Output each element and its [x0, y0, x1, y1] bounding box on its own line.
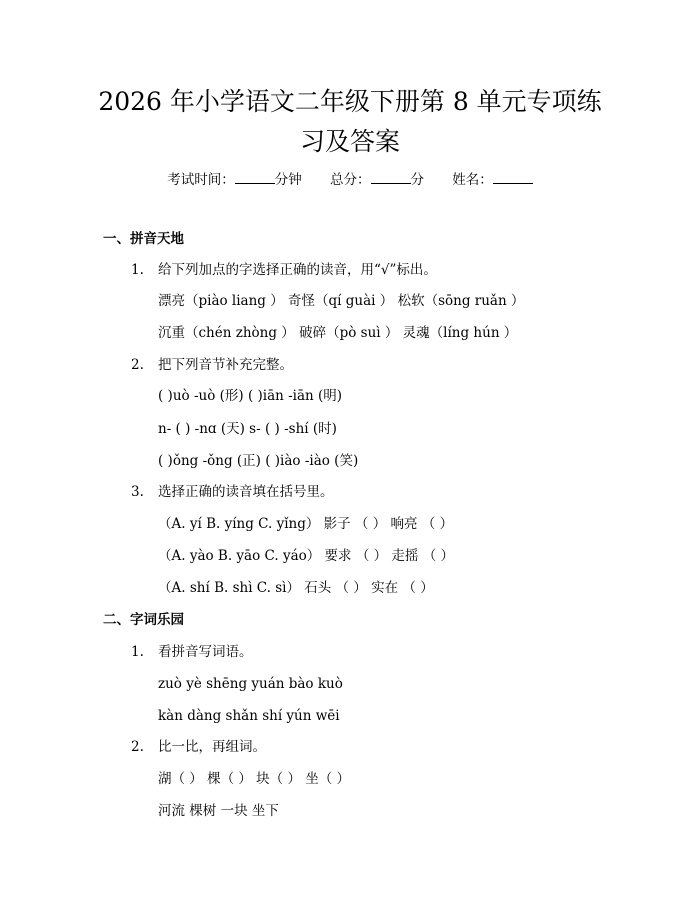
s1-q1-line-2: 沉重（chén zhòng ） 破碎（pò suì ） 灵魂（líng hún ）	[158, 325, 518, 341]
page-title	[60, 82, 640, 162]
s1-question-1	[131, 260, 437, 280]
s1-question-3	[131, 482, 334, 502]
s1-q3-line-1: （A. yí B. yíng C. yǐng） 影子 （ ） 响亮 （ ）	[158, 516, 454, 532]
s2-q1-line-1: zuò yè shēng yuán bào kuò	[158, 676, 343, 692]
s2-q2-text: 比一比，再组词。	[158, 739, 266, 755]
s2-q2-line-1: 湖（ ） 棵（ ） 块（ ） 坐（ ）	[158, 771, 351, 787]
exam-time-label: 考试时间：	[167, 172, 235, 188]
s1-q2-line-3: ( )ǒng -ǒng (正) ( )iào -iào (笑)	[158, 453, 359, 469]
s1-q3-text: 选择正确的读音填在括号里。	[158, 484, 334, 500]
s2-q1-number: 1.	[131, 644, 144, 660]
section-1-heading: 一、拼音天地	[103, 231, 184, 247]
name-field	[452, 172, 533, 188]
s1-q1-line-1: 漂亮（piào liang ） 奇怪（qí guài ） 松软（sōng ruǎn ）	[158, 293, 525, 309]
s1-q2-line-2: n- ( ) -nɑ (天) s- ( ) -shí (时)	[158, 421, 337, 437]
s2-q1-text: 看拼音写词语。	[158, 644, 253, 660]
s1-q2-line-1: ( )uò -uò (形) ( )iān -iān (明)	[158, 388, 343, 404]
title-line-2: 习及答案	[299, 127, 400, 156]
s2-q2-line-2: 河流 棵树 一块 坐下	[158, 803, 279, 819]
name-label: 姓名：	[452, 172, 493, 188]
total-score-label: 总分：	[330, 172, 371, 188]
name-blank[interactable]	[493, 171, 533, 184]
title-line-1: 2026 年小学语文二年级下册第 8 单元专项练	[98, 87, 602, 116]
section-2-heading: 二、字词乐园	[103, 612, 184, 628]
exam-time-field	[167, 172, 302, 188]
s1-q2-number: 2.	[131, 357, 144, 373]
s2-q1-line-2: kàn dàng shǎn shí yún wēi	[158, 708, 340, 724]
s1-question-2	[131, 355, 293, 375]
s1-q2-text: 把下列音节补充完整。	[158, 357, 293, 373]
s2-question-1	[131, 642, 253, 662]
total-score-field	[330, 172, 424, 188]
s1-q1-text: 给下列加点的字选择正确的读音，用“√”标出。	[158, 262, 437, 278]
s2-question-2	[131, 737, 266, 757]
total-score-blank[interactable]	[371, 171, 411, 184]
s1-q3-number: 3.	[131, 484, 144, 500]
s2-q2-number: 2.	[131, 739, 144, 755]
s1-q1-number: 1.	[131, 262, 144, 278]
total-score-unit: 分	[410, 172, 424, 188]
s1-q3-line-2: （A. yào B. yāo C. yáo） 要求 （ ） 走摇 （ ）	[158, 548, 455, 564]
exam-time-unit: 分钟	[274, 172, 302, 188]
exam-time-blank[interactable]	[235, 171, 275, 184]
s1-q3-line-3: （A. shí B. shì C. sì） 石头 （ ） 实在 （ ）	[158, 580, 434, 596]
exam-info	[0, 168, 700, 188]
